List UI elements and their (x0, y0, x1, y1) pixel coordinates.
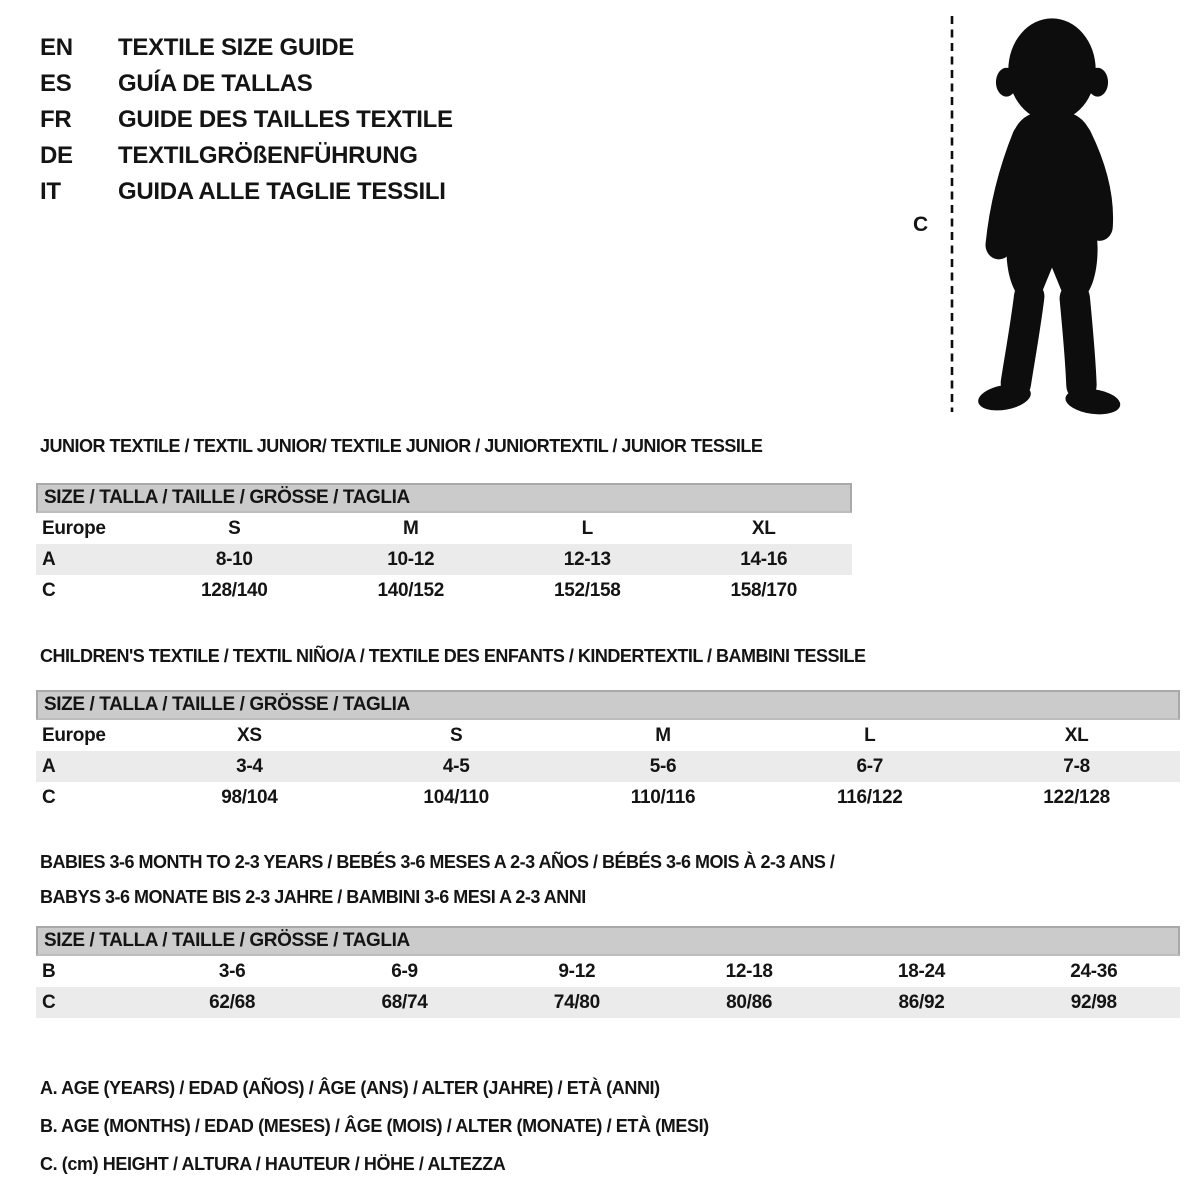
size-cell: 3-6 (218, 960, 246, 982)
size-cell: 7-8 (1063, 755, 1090, 777)
size-cell: 5-6 (649, 755, 677, 777)
table-row (36, 544, 852, 575)
size-cell: 18-24 (897, 960, 946, 982)
language-title: TEXTILE SIZE GUIDE (118, 34, 354, 61)
size-cell: 4-5 (442, 755, 470, 777)
size-header-bar: SIZE / TALLA / TAILLE / GRÖSSE / TAGLIA (36, 483, 852, 513)
table-row (36, 513, 852, 544)
size-cell: 152/158 (553, 579, 621, 601)
size-cell: 110/116 (630, 786, 696, 808)
language-title: GUÍA DE TALLAS (118, 70, 313, 97)
babies-section-title-line2: BABYS 3-6 MONATE BIS 2-3 JAHRE / BAMBINI 3-6 MESI A 2-3 ANNI (40, 887, 586, 907)
table-row (36, 720, 1180, 751)
size-cell: 62/68 (209, 991, 256, 1013)
size-cell: 128/140 (200, 579, 268, 601)
size-cell: 122/128 (1043, 786, 1110, 808)
junior-section-title: JUNIOR TEXTILE / TEXTIL JUNIOR/ TEXTILE JUNIOR / JUNIORTEXTIL / JUNIOR TESSILE (40, 436, 763, 456)
legend-line-b: B. AGE (MONTHS) / EDAD (MESES) / ÂGE (MOIS) / ALTER (MONATE) / ETÀ (MESI) (40, 1116, 709, 1136)
size-cell: 12-18 (725, 960, 773, 982)
language-row-fr (40, 102, 453, 138)
size-cell: S (228, 517, 241, 539)
size-cell: 92/98 (1070, 991, 1117, 1013)
babies-section-title-line1: BABIES 3-6 MONTH TO 2-3 YEARS / BEBÉS 3-6 MESES A 2-3 AÑOS / BÉBÉS 3-6 MOIS À 2-3 ANS / (40, 852, 835, 872)
language-code: ES (40, 70, 72, 97)
size-cell: M (402, 517, 419, 539)
language-code: EN (40, 34, 73, 61)
row-label: C (42, 786, 56, 808)
size-header-bar: SIZE / TALLA / TAILLE / GRÖSSE / TAGLIA (36, 926, 1180, 956)
junior-size-table (36, 483, 852, 606)
babies-section-title (40, 845, 834, 915)
row-label: Europe (42, 517, 106, 539)
size-cell: 12-13 (563, 548, 611, 570)
row-label: A (42, 548, 56, 570)
children-section-title: CHILDREN'S TEXTILE / TEXTIL NIÑO/A / TEXTILE DES ENFANTS / KINDERTEXTIL / BAMBINI TESSILE (40, 646, 866, 666)
row-label: C (42, 991, 56, 1013)
row-label: C (42, 579, 56, 601)
row-label: Europe (42, 724, 106, 746)
size-cell: M (655, 724, 671, 746)
legend (40, 1069, 709, 1183)
size-cell: 9-12 (558, 960, 596, 982)
baby-silhouette-figure (905, 8, 1165, 420)
size-cell: 158/170 (730, 579, 798, 601)
size-cell: L (864, 724, 876, 746)
size-cell: L (581, 517, 593, 539)
size-cell: S (450, 724, 463, 746)
size-cell: 6-7 (856, 755, 884, 777)
size-cell: 3-4 (236, 755, 263, 777)
size-cell: 140/152 (377, 579, 445, 601)
language-title: TEXTILGRÖßENFÜHRUNG (118, 142, 418, 169)
table-row (36, 782, 1180, 813)
size-cell: XS (237, 724, 262, 746)
size-cell: 8-10 (215, 548, 253, 570)
table-row (36, 987, 1180, 1018)
size-cell: 74/80 (553, 991, 600, 1013)
legend-line-a: A. AGE (YEARS) / EDAD (AÑOS) / ÂGE (ANS) / ALTER (JAHRE) / ETÀ (ANNI) (40, 1078, 660, 1098)
size-cell: 116/122 (837, 786, 903, 808)
size-cell: 6-9 (391, 960, 418, 982)
measure-label-c: C (913, 213, 929, 236)
size-cell: 14-16 (740, 548, 788, 570)
size-cell: 98/104 (221, 786, 278, 808)
language-row-it (40, 174, 453, 210)
table-row (36, 751, 1180, 782)
language-code: IT (40, 178, 61, 205)
table-row (36, 956, 1180, 987)
language-list (40, 30, 453, 210)
size-cell: 104/110 (423, 786, 489, 808)
size-header-bar: SIZE / TALLA / TAILLE / GRÖSSE / TAGLIA (36, 690, 1180, 720)
size-cell: 10-12 (387, 548, 435, 570)
size-cell: 24-36 (1070, 960, 1118, 982)
row-label: A (42, 755, 56, 777)
language-row-en (40, 30, 453, 66)
size-cell: XL (1064, 724, 1089, 746)
language-code: FR (40, 106, 72, 133)
table-row (36, 575, 852, 606)
language-code: DE (40, 142, 73, 169)
language-row-es (40, 66, 453, 102)
language-title: GUIDE DES TAILLES TEXTILE (118, 106, 453, 133)
row-label: B (42, 960, 56, 982)
language-title: GUIDA ALLE TAGLIE TESSILI (118, 178, 446, 205)
size-cell: 80/86 (726, 991, 773, 1013)
size-cell: 86/92 (898, 991, 945, 1013)
baby-silhouette-icon (905, 8, 1165, 420)
size-cell: 68/74 (381, 991, 428, 1013)
language-row-de (40, 138, 453, 174)
size-cell: XL (751, 517, 776, 539)
legend-line-c: C. (cm) HEIGHT / ALTURA / HAUTEUR / HÖHE / ALTEZZA (40, 1154, 506, 1174)
children-size-table (36, 690, 1180, 813)
babies-size-table (36, 926, 1180, 1018)
